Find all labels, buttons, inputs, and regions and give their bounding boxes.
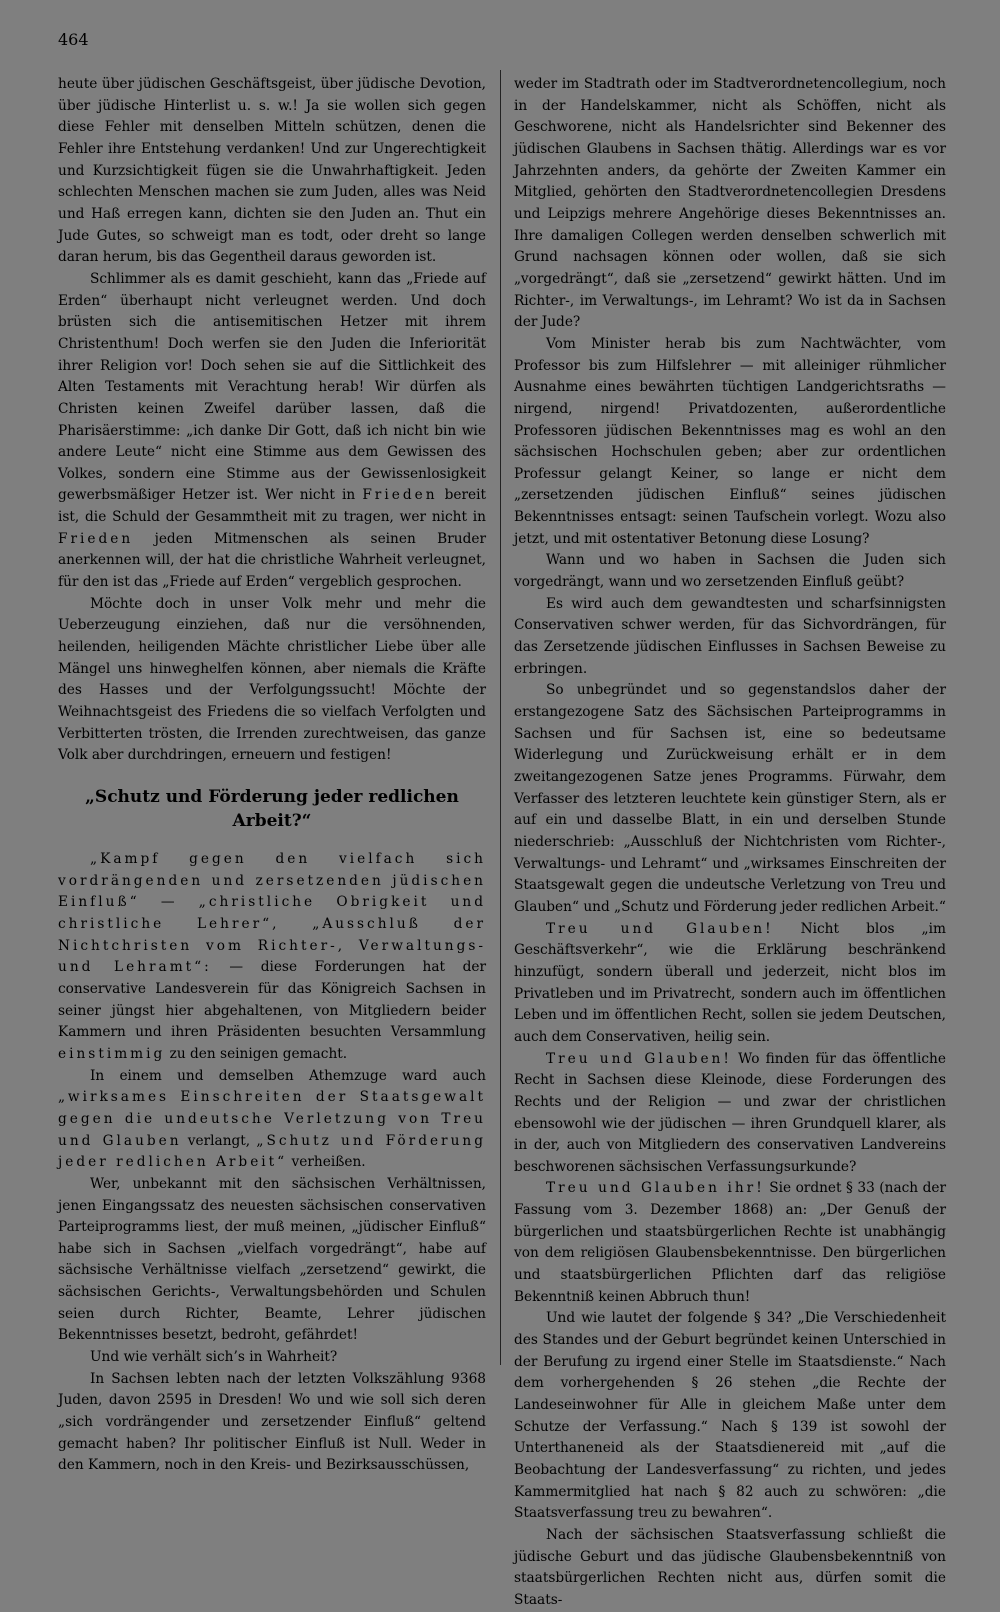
text-run: bereit ist, die Schuld der Gesammtheit mit zu tragen, wer nicht in [58,487,487,526]
paragraph: Und wie lautet der folgende § 34? „Die Verschiedenheit des Standes und der Geburt begründet keinen Unterschied in der Berufung zu irgend einer Stelle im Staatsdienste.“ Nach dem vorhergehenden § 26 stehen „die Rechte der Landeseinwohner für Alle in gleichem Maße unter dem Schutze der Verfassung.“ Nach § 139 ist sowohl der Unterthaneneid als der Staatsdienereid mit „auf die Beobachtung der Landesverfassung“ zu richten, und jedes Kammermitglied hat nach § 82 auch zu schwören: „die Staatsverfassung treu zu bewahren“. [514,1310,946,1522]
spaced-text: Frieden [362,487,438,504]
paragraph [58,1066,486,1174]
paragraph: Nach der sächsischen Staatsverfassung schließt die jüdische Geburt und das jüdische Glaubensbekenntniß von staatsbürgerlichen Rechten nicht aus, dürfen somit die Staats- [514,1526,946,1608]
spaced-text: „Schutz und Förderung jeder redlichen Arbeit“ [58,1132,486,1171]
text-run: Sie ordnet § 33 (nach der Fassung vom 3. Dezember 1868) an: „Der Genuß der bürgerlichen und staatsbürgerlichen Rechte ist unabhängig von dem religiösen Glaubensbekenntnisse. Den bürgerlichen und staatsbürgerlichen Pflichten darf das religiöse Bekenntniß keinen Abbruch thun! [514,1180,947,1305]
text-run: Schlimmer als es damit geschieht, kann das „Friede auf Erden“ überhaupt nicht verleugnet werden. Und doch brüsten sich die antisemitischen Hetzer mit ihrem Christenthum! Doch werfen sie den Juden die Inferiorität ihrer Religion vor! Doch sehen sie auf die Sittlichkeit des Alten Testaments mit Verachtung herab! Wir dürfen als Christen keinen Zweifel darüber lassen, daß die Pharisäerstimme: „ich danke Dir Gott, daß ich nicht bin wie andere Leute“ nicht eine Stimme aus dem Gewissen des Volkes, sondern eine Stimme aus der Gewissenlosigkeit gewerbsmäßiger Hetzer ist. Wer nicht in [58,270,486,504]
spaced-text: „wirksames Einschreiten der Staatsgewalt gegen die undeutsche Verletzung von Treu und Glauben [58,1089,486,1149]
paragraph: weder im Stadtrath oder im Stadtverordnetencollegium, noch in der Handelskammer, nicht als Schöffen, nicht als Geschworene, nicht als Handelsrichter sind Bekenner des jüdischen Glaubens in Sachsen thätig. Allerdings war es vor Jahrzehnten anders, da gehörte der Zweiten Kammer ein Mitglied, gehörten den Stadtverordnetencollegien Dresdens und Leipzigs mehrere Angehörige dieses Bekenntnisses an. Ihre damaligen Collegen werden denselben schwerlich mit Grund nachsagen können oder wollen, daß sie sich „vorgedrängt“, daß sie „zersetzend“ gewirkt hätten. Und im Richter-, im Verwaltungs-, im Lehramt? Wo ist da in Sachsen der Jude? [514,76,946,331]
left-column [58,74,486,1477]
text-run: verlangt, [181,1132,257,1149]
section-heading: „Schutz und Förderung jeder redlichen Arbeit?“ [85,787,459,831]
spaced-text: „Kampf gegen den vielfach sich vordrängenden und zersetzenden jüdischen Einfluß“ — „christliche Obrigkeit und christliche Lehrer“, „Ausschluß der Nichtchristen vom Richter-, Verwaltungs- und Lehramt“: [58,851,486,976]
text-run: — diese Forderungen hat der conservative Landesverein für das Königreich Sachsen in seiner jüngst hier abgehaltenen, von Mitgliedern beider Kammern und ihren Präsidenten besuchten Versammlung [58,959,486,1041]
column-divider [500,70,501,1365]
text-run: verheißen. [287,1154,366,1171]
paragraph: Es wird auch dem gewandtesten und scharfsinnigsten Conservativen schwer werden, für das Sichvordrängen, für das Zersetzende jüdischen Einflusses in Sachsen Beweise zu erbringen. [514,595,946,677]
text-run: Wo finden für das öffentliche Recht in Sachsen diese Kleinode, diese Forderungen des Rechts und der Religion — und zwar der christlichen ebensowohl wie der jüdischen — ihren Grundquell klarer, als in der, auch von Mitgliedern des conservativen Landvereins beschworenen sächsischen Verfassungsurkunde? [514,1050,946,1175]
paragraph [514,1049,946,1179]
paragraph [514,1178,946,1308]
text-run: In einem und demselben Athemzuge ward auch [90,1067,486,1084]
paragraph [58,849,486,1066]
text-run: jeden Mitmenschen als seinen Bruder anerkennen will, der hat die christliche Wahrheit verleugnet, für den ist das „Friede auf Erden“ vergeblich gesprochen. [58,530,486,591]
paragraph: Und wie verhält sich’s in Wahrheit? [90,1349,338,1366]
paragraph: Vom Minister herab bis zum Nachtwächter, vom Professor bis zum Hilfslehrer — mit alleiniger rühmlicher Ausnahme eines bewährten tüchtigen Landgerichtsraths — nirgend, nirgend! Privatdozenten, außerordentliche Professoren jüdischen Bekenntnisses mag es wohl an den sächsischen Hochschulen geben; aber zur ordentlichen Professur gelangt Keiner, so lange er nicht dem „zersetzenden jüdischen Einfluß“ seines jüdischen Bekenntnisses entsagt: seinen Taufschein vorlegt. Wozu also jetzt, und mit ostentativer Betonung diese Losung? [514,335,946,547]
paragraph: So unbegründet und so gegenstandslos daher der erstangezogene Satz des Sächsischen Parteiprogramms in Sachsen und für Sachsen ist, eine so bedeutsame Widerlegung und Zurückweisung erhält er in dem zweitangezogenen Satze jenes Programms. Fürwahr, dem Verfasser des letzteren leuchtete kein günstiger Stern, als er auf ein und dasselbe Blatt, in ein und derselben Stunde niederschrieb: „Ausschluß der Nichtchristen vom Richter-, Verwaltungs- und Lehramt“ und „wirksames Einschreiten der Staatsgewalt gegen die undeutsche Verletzung von Treu und Glauben“ und „Schutz und Förderung jeder redlichen Arbeit.“ [514,682,946,915]
paragraph [58,269,486,594]
paragraph: Möchte doch in unser Volk mehr und mehr die Ueberzeugung einziehen, daß nur die versöhnenden, heilenden, heiligenden Mächte christlicher Liebe über alle Mängel uns hinweghelfen können, aber niemals die Kräfte des Hasses und der Verfolgungssucht! Möchte der Weihnachtsgeist des Friedens die so vielfach Verfolgten und Verbitterten trösten, die Irrenden zurechtweisen, das ganze Volk aber durchdringen, erneuern und festigen! [58,595,486,764]
text-run: zu den seinigen gemacht. [165,1045,348,1062]
paragraph: Wann und wo haben in Sachsen die Juden sich vorgedrängt, wann und wo zersetzenden Einfluß geübt? [514,552,946,591]
spaced-text: einstimmig [58,1045,166,1062]
paragraph: In Sachsen lebten nach der letzten Volkszählung 9368 Juden, davon 2595 in Dresden! Wo und wie soll sich deren „sich vordrängender und zersetzender Einfluß“ geltend gemacht haben? Ihr politischer Einfluß ist Null. Weder in den Kammern, noch in den Kreis- und Bezirksausschüssen, [58,1370,486,1474]
spaced-text: Treu und Glauben! [546,1050,732,1067]
paragraph: heute über jüdischen Geschäftsgeist, über jüdische Devotion, über jüdische Hinterlist u. s. w.! Ja sie wollen sich gegen diese Fehler mit denselben Mitteln schützen, denen die Fehler ihre Entstehung verdanken! Und zur Ungerechtigkeit und Kurzsichtigkeit fügen sie die Unwahrhaftigkeit. Jeden schlechten Menschen machen sie zum Juden, alles was Neid und Haß erregen kann, dichten sie den Juden an. Thut ein Jude Gutes, so schweigt man es todt, oder dreht so lange daran herum, bis das Gegentheil daraus geworden ist. [58,76,486,266]
spaced-text: Treu und Glauben ihr! [546,1180,765,1197]
text-run: Nicht blos „im Geschäftsverkehr“, wie die Erklärung beschränkend hinzufügt, sondern überall und jederzeit, nicht blos im Privatleben und im Privatrecht, sondern auch im öffentlichen Leben und im öffentlichen Recht, sollen sie jedem Deutschen, auch dem Conservativen, heilig sein. [514,920,946,1045]
spaced-text: Treu und Glauben! [546,920,774,937]
page-number: 464 [58,30,89,49]
paragraph [514,919,946,1049]
right-column [514,74,946,1612]
spaced-text: Frieden [58,530,134,547]
paragraph: Wer, unbekannt mit den sächsischen Verhältnissen, jenen Eingangssatz des neuesten sächsischen conservativen Parteiprogramms liest, der muß meinen, „jüdischer Einfluß“ habe sich in Sachsen „vielfach vorgedrängt“, habe auf sächsische Verhältnisse vielfach „zersetzend“ gewirkt, die sächsischen Gerichts-, Verwaltungsbehörden und Schulen seien durch Richter, Beamte, Lehrer jüdischen Bekenntnisses besetzt, bedroht, gefährdet! [58,1175,486,1344]
